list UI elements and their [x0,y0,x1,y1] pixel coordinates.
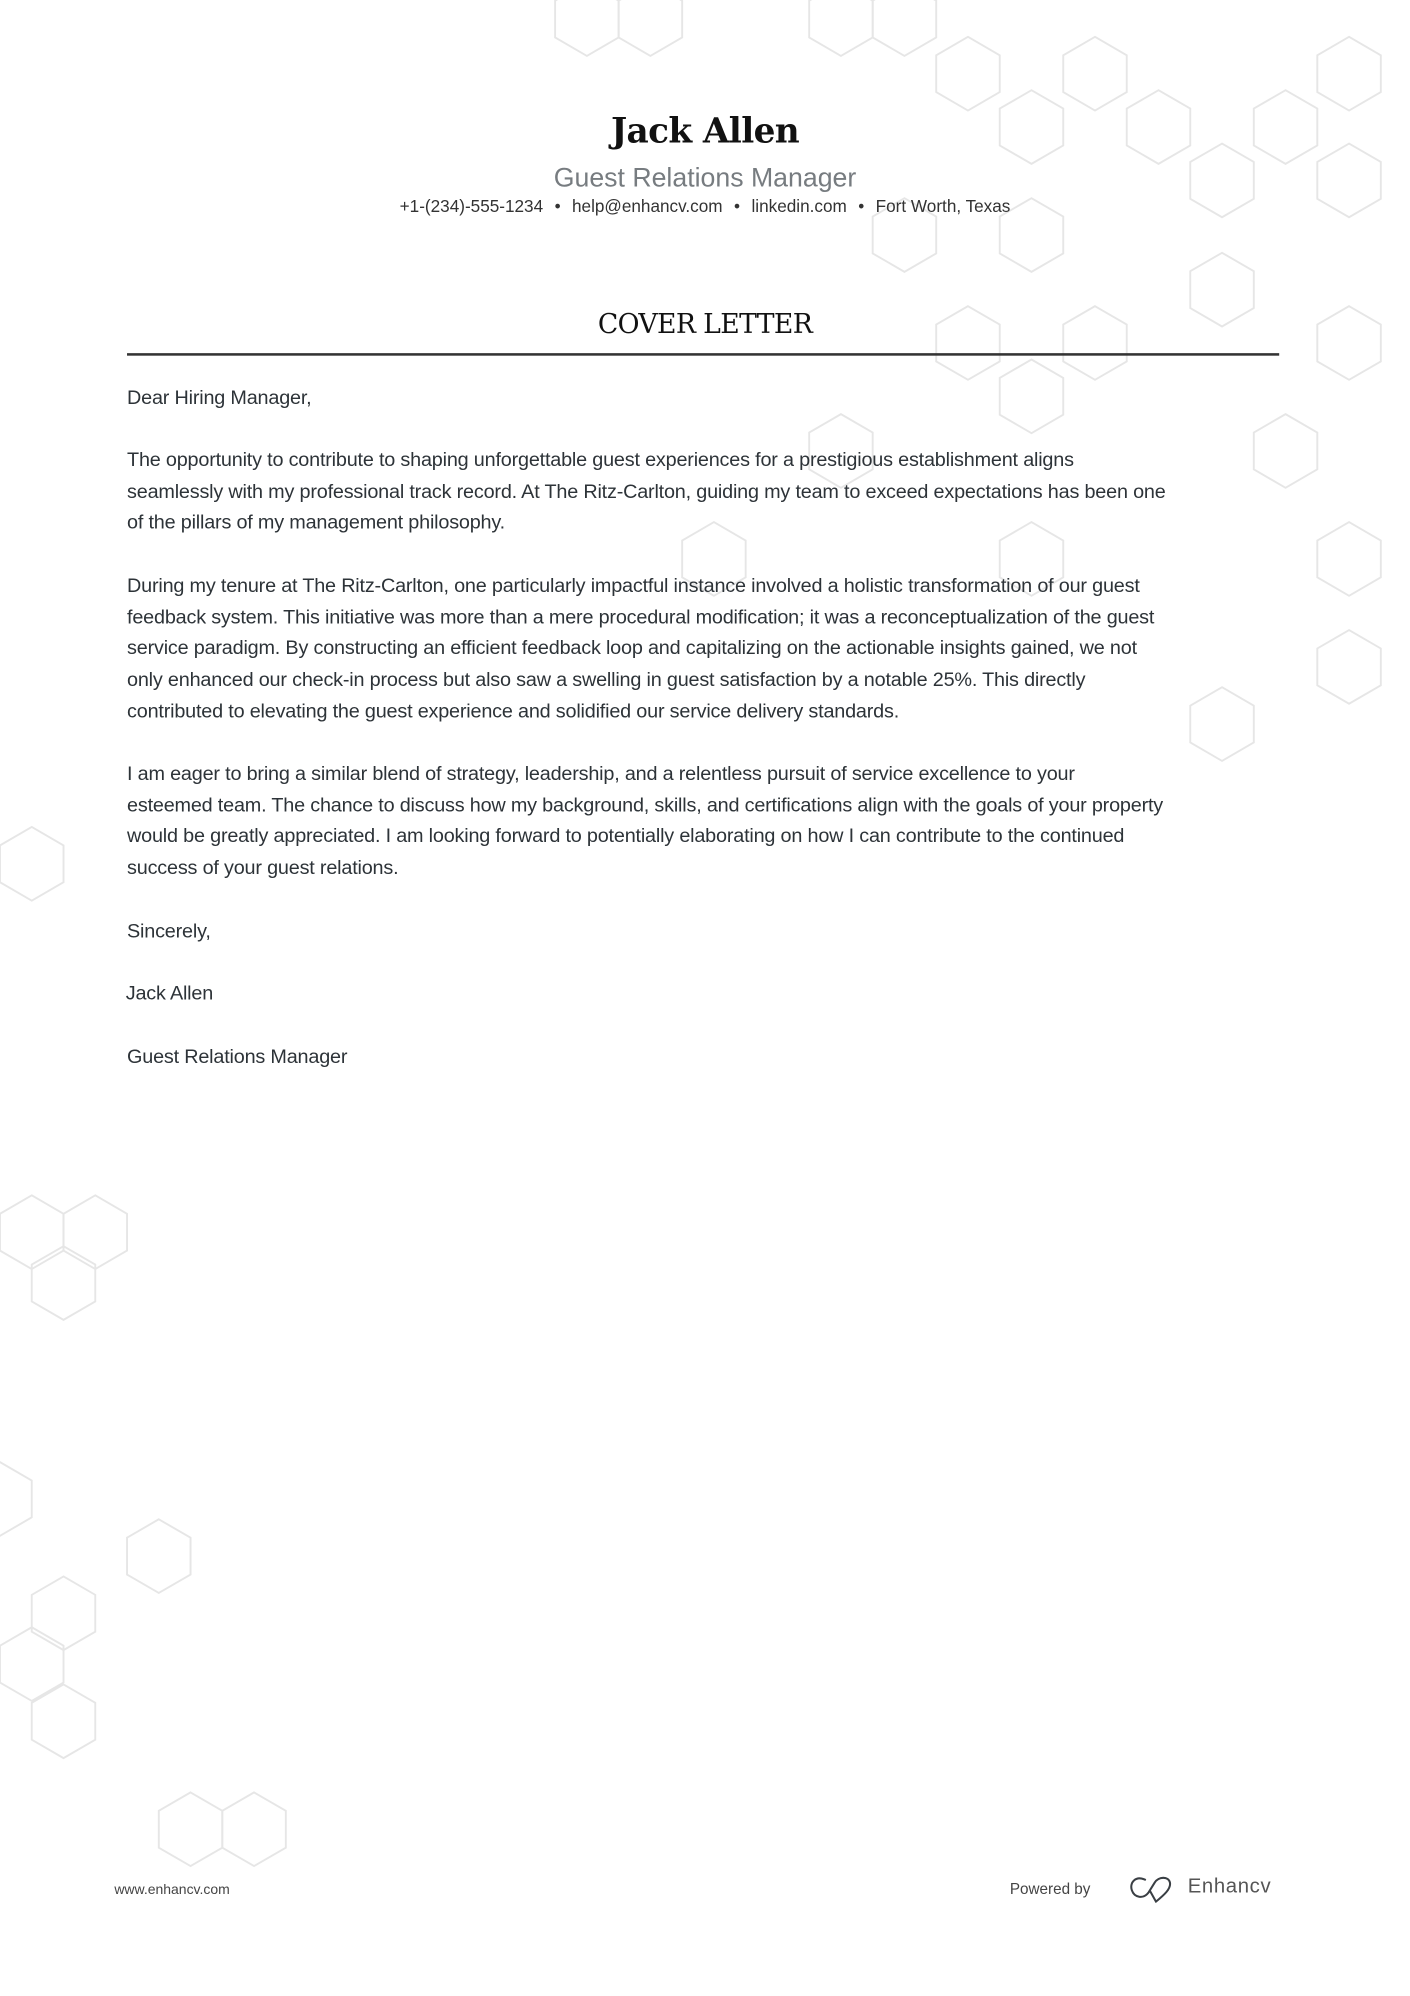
hexagon-shape [222,1792,286,1866]
phone: +1-(234)-555-1234 [399,196,544,216]
powered-by-label: Powered by [1009,1880,1091,1898]
linkedin-link[interactable]: linkedin.com [751,196,847,216]
hexagon-shape [127,1519,191,1593]
paragraph-2 [127,572,1283,729]
hexagon-shape [32,1246,96,1320]
paragraph-line: seamlessly with my professional track record. At The Ritz-Carlton, guiding my team to exceed expectations has been one [127,481,1166,503]
signature-title: Guest Relations Manager [127,1046,348,1069]
paragraph-line: esteemed team. The chance to discuss how my background, skills, and certifications align with the goals of your property [127,794,1164,817]
separator: • [858,196,865,216]
paragraph-line: service paradigm. By constructing an efficient feedback loop and capitalizing on the actionable insights gained, we not [127,638,1137,660]
hexagon-shape [1063,37,1127,111]
paragraph-line: only enhanced our check-in process but also saw a swelling in guest satisfaction by a notable 25%. This directly [127,669,1086,692]
hexagon-shape [555,0,619,56]
contact-info [0,197,1410,216]
hexagon-shape [1317,522,1381,596]
hexagon-shape [0,1195,64,1269]
location: Fort Worth, Texas [875,196,1011,216]
separator: • [734,196,741,216]
paragraph-line: success of your guest relations. [127,857,399,880]
hexagon-shape [64,1195,128,1269]
hexagon-shape [873,0,937,56]
hexagon-shape [619,0,683,56]
hexagon-shape [1317,37,1381,111]
enhancv-brand: Enhancv [1187,1876,1272,1898]
closing: Sincerely, [127,920,211,943]
enhancv-logo-icon [1128,1875,1176,1903]
paragraph-line: would be greatly appreciated. I am looking forward to potentially elaborating on how I can contribute to the continued [127,826,1125,848]
greeting: Dear Hiring Manager, [127,387,312,410]
paragraph-3 [127,760,1283,886]
section-heading: COVER LETTER [597,308,813,340]
hexagon-shape [32,1576,96,1650]
footer-website-link[interactable]: www.enhancv.com [114,1882,230,1898]
applicant-title: Guest Relations Manager [553,163,857,194]
heading-divider [127,353,1279,356]
paragraph-line: of the pillars of my management philosophy. [127,512,505,535]
hexagon-shape [159,1792,223,1866]
applicant-name: Jack Allen [610,111,800,152]
email-link[interactable]: help@enhancv.com [572,196,723,216]
paragraph-line: I am eager to bring a similar blend of strategy, leadership, and a relentless pursuit of service excellence to your [127,763,1075,786]
hexagon-shape [809,0,873,56]
hexagon-shape [0,827,64,901]
paragraph-line: feedback system. This initiative was more than a mere procedural modification; it was a reconceptualization of the guest [127,606,1155,629]
paragraph-line: During my tenure at The Ritz-Carlton, one particularly impactful instance involved a holistic transformation of our guest [127,575,1140,598]
hexagon-shape [936,37,1000,111]
separator: • [554,196,561,216]
paragraph-1 [127,446,1283,540]
hexagon-shape [1317,630,1381,704]
paragraph-line: contributed to elevating the guest experience and solidified our service delivery standards. [127,700,900,723]
signature-name: Jack Allen [125,983,214,1005]
hexagon-shape [0,1462,32,1536]
paragraph-line: The opportunity to contribute to shaping unforgettable guest experiences for a prestigious establishment aligns [127,449,1074,472]
